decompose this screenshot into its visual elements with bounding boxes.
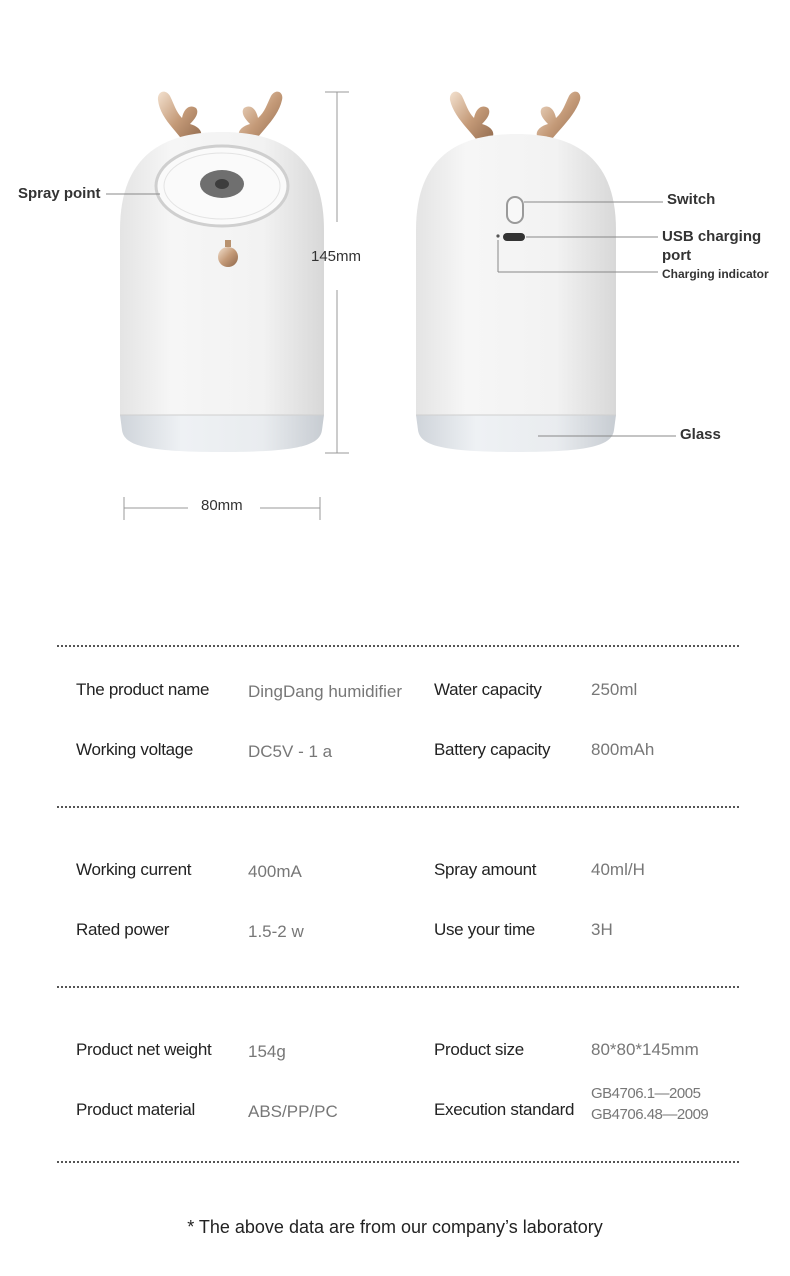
spray-point-label: Spray point — [18, 185, 101, 202]
switch-icon — [507, 197, 523, 223]
spray-point-icon — [156, 146, 288, 226]
spec-value: 3H — [591, 920, 613, 939]
separator — [57, 645, 739, 647]
spec-value: 400mA — [248, 862, 302, 881]
height-dimension-line — [325, 92, 349, 453]
spec-value: 250ml — [591, 680, 638, 699]
spec-value: 80*80*145mm — [591, 1040, 699, 1059]
back-humidifier-body — [416, 134, 616, 452]
spec-value: DC5V - 1 a — [248, 742, 333, 761]
charging-indicator-icon — [496, 234, 499, 237]
spec-value: ABS/PP/PC — [248, 1102, 338, 1121]
spec-label: Rated power — [76, 920, 170, 939]
switch-label: Switch — [667, 191, 716, 208]
spec-label: The product name — [76, 680, 210, 699]
spec-value: DingDang humidifier — [248, 682, 403, 701]
charging-indicator-label: Charging indicator — [662, 267, 769, 281]
separator — [57, 806, 739, 808]
spec-label: Battery capacity — [434, 740, 551, 759]
spec-value: 1.5-2 w — [248, 922, 304, 941]
spec-label: Product size — [434, 1040, 524, 1059]
spec-value: GB4706.48—2009 — [591, 1106, 709, 1123]
spec-value: 40ml/H — [591, 860, 645, 879]
spec-label: Working voltage — [76, 740, 194, 759]
footnote: * The above data are from our company’s laboratory — [187, 1217, 603, 1237]
glass-label: Glass — [680, 426, 721, 443]
height-dimension-label: 145mm — [311, 248, 362, 265]
spec-label: Working current — [76, 860, 192, 879]
spec-value: 800mAh — [591, 740, 655, 759]
spec-value: GB4706.1—2005 — [591, 1085, 701, 1102]
width-dimension-label: 80mm — [201, 497, 243, 514]
spec-value: 154g — [248, 1042, 286, 1061]
separator — [57, 986, 739, 988]
spec-label: Water capacity — [434, 680, 542, 699]
spec-label: Product net weight — [76, 1040, 212, 1059]
spec-label: Product material — [76, 1100, 195, 1119]
separator — [57, 1161, 739, 1163]
usb-port-icon — [503, 233, 525, 241]
spec-label: Spray amount — [434, 860, 537, 879]
spec-label: Execution standard — [434, 1100, 575, 1119]
usb-port-label: USB charging port — [662, 228, 762, 264]
spec-label: Use your time — [434, 920, 535, 939]
